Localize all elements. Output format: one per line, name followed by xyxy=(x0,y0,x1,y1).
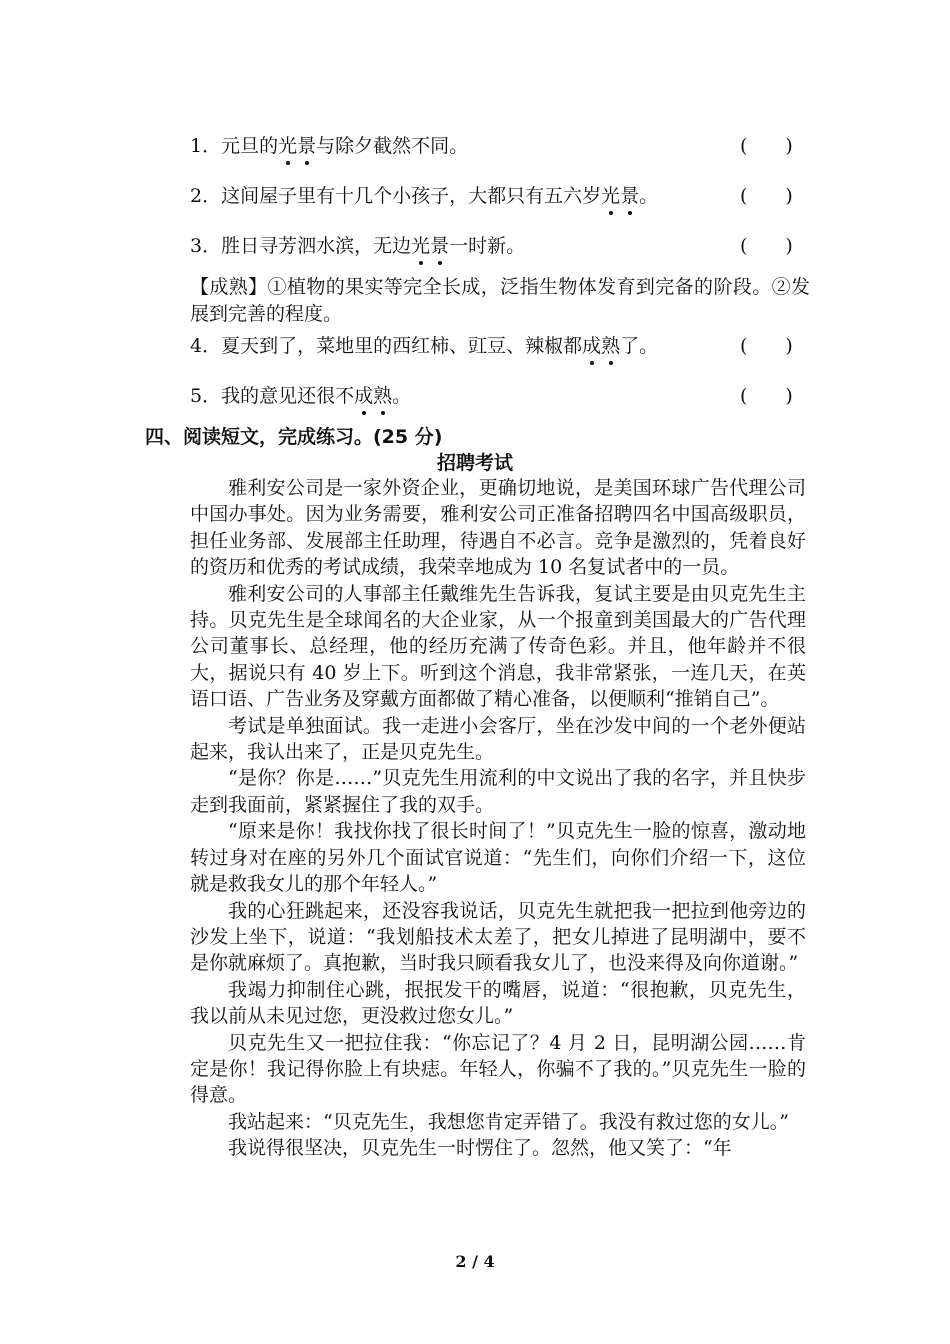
answer-blank-3[interactable]: ( ) xyxy=(740,235,793,257)
emphasized-word: 光景 xyxy=(411,235,450,257)
paragraph: 雅利安公司的人事部主任戴维先生告诉我，复试主要是由贝克先生主持。贝克先生是全球闻名的大企业家，从一个报童到美国最大的广告代理公司董事长、总经理，他的经历充满了传奇色彩。并且，他年龄并不很大，据说只有 40 岁上下。听到这个消息，我非常紧张，一连几天，在英语口语、广告业务及穿戴方面都做了精心准备，以便顺利“推销自己”。 xyxy=(190,582,806,711)
paragraph: 我说得很坚决，贝克先生一时愣住了。忽然，他又笑了：“年 xyxy=(228,1137,732,1160)
paragraph: “是你？你是……”贝克先生用流利的中文说出了我的名字，并且快步走到我面前，紧紧握住了我的双手。 xyxy=(190,767,806,816)
answer-blank-1[interactable]: ( ) xyxy=(740,135,793,157)
exercise-item-5: 5．我的意见还很不成熟。 xyxy=(190,385,412,407)
paragraph: 我的心狂跳起来，还没容我说话，贝克先生就把我一把拉到他旁边的沙发上坐下，说道：“我划船技术太差了，把女儿掉进了昆明湖中，要不是你就麻烦了。真抱歉，当时我只顾看我女儿了，也没来得及向你道谢。” xyxy=(190,899,806,975)
answer-blank-2[interactable]: ( ) xyxy=(740,185,793,207)
paragraph: 雅利安公司是一家外资企业，更确切地说，是美国环球广告代理公司中国办事处。因为业务需要，雅利安公司正准备招聘四名中国高级职员，担任业务部、发展部主任助理，待遇自不必言。竞争是激烈的，凭着良好的资历和优秀的考试成绩，我荣幸地成为 10 名复试者中的一员。 xyxy=(190,477,806,579)
paragraph: 考试是单独面试。我一走进小会客厅，坐在沙发中间的一个老外便站起来，我认出来了，正是贝克先生。 xyxy=(190,714,806,764)
page-number: 2 / 4 xyxy=(455,1252,495,1271)
section-heading: 四、阅读短文，完成练习。(25 分) xyxy=(145,426,443,448)
paragraph: “原来是你！我找你找了很长时间了！”贝克先生一脸的惊喜，激动地转过身对在座的另外几个面试官说道：“先生们，向你们介绍一下，这位就是救我女儿的那个年轻人。” xyxy=(190,820,806,896)
word-definition: 【成熟】①植物的果实等完全长成，泛指生物体发育到完备的阶段。②发展到完善的程度。 xyxy=(190,276,810,325)
exercise-item-2: 2．这间屋子里有十几个小孩子，大都只有五六岁光景。 xyxy=(190,185,659,207)
paragraph: 我站起来：“贝克先生，我想您肯定弄错了。我没有救过您的女儿。” xyxy=(228,1110,789,1133)
emphasized-word: 成熟 xyxy=(582,335,621,357)
article-title: 招聘考试 xyxy=(436,452,513,474)
emphasized-word: 光景 xyxy=(601,185,640,207)
answer-blank-4[interactable]: ( ) xyxy=(740,335,793,357)
exercise-item-3: 3．胜日寻芳泗水滨，无边光景一时新。 xyxy=(190,235,526,257)
paragraph: 贝克先生又一把拉住我：“你忘记了？4 月 2 日，昆明湖公园……肯定是你！我记得你脸上有块痣。年轻人，你骗不了我的。”贝克先生一脸的得意。 xyxy=(190,1031,806,1107)
exercise-item-1: 1．元旦的光景与除夕截然不同。 xyxy=(190,135,469,157)
emphasized-word: 光景 xyxy=(278,135,317,157)
answer-blank-5[interactable]: ( ) xyxy=(740,385,793,407)
article-body xyxy=(190,475,806,1162)
emphasized-word: 成熟 xyxy=(354,385,393,407)
paragraph: 我竭力抑制住心跳，抿抿发干的嘴唇，说道：“很抱歉，贝克先生，我以前从未见过您，更没救过您女儿。” xyxy=(190,978,806,1028)
exercise-item-4: 4．夏天到了，菜地里的西红柿、豇豆、辣椒都成熟了。 xyxy=(190,335,659,357)
